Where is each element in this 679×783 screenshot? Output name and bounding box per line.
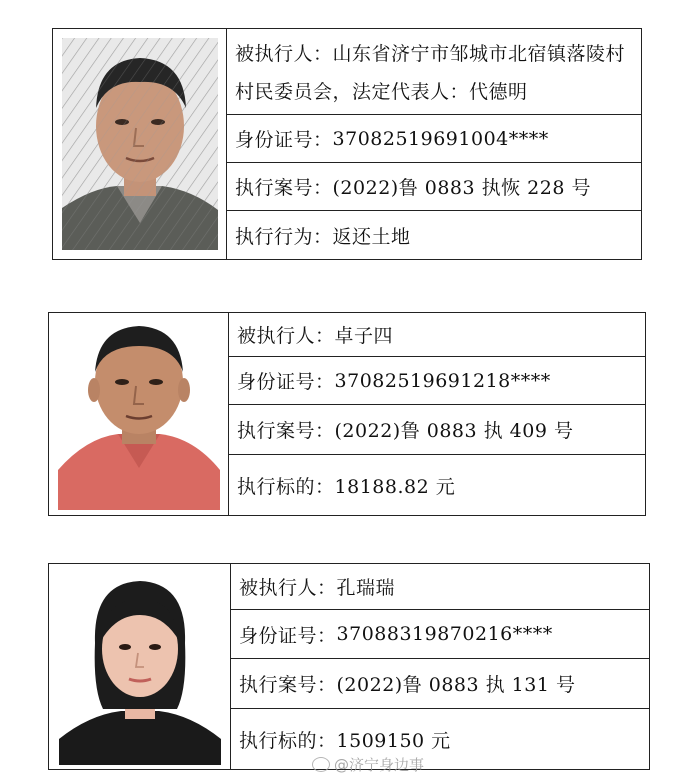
case-value: (2022)鲁 0883 执 409 号 [334, 420, 574, 442]
name-label: 被执行人： [237, 325, 335, 347]
detail-label: 执行标的： [239, 729, 337, 752]
detail-row [231, 709, 649, 769]
detail-label: 执行行为： [235, 225, 333, 248]
id-label: 身份证号： [239, 624, 337, 647]
weibo-watermark [312, 754, 424, 775]
detail-row [229, 455, 645, 515]
id-label: 身份证号： [235, 129, 333, 151]
photo-cell [49, 313, 229, 515]
detail-value: 18188.82 元 [334, 475, 456, 498]
name-row [229, 313, 645, 357]
case-label: 执行案号： [235, 177, 333, 199]
id-value: 37088319870216**** [336, 623, 553, 645]
id-row [229, 357, 645, 405]
id-value: 37082519691004**** [332, 127, 549, 150]
name-row [231, 564, 649, 610]
record-card-1 [52, 28, 642, 260]
name-text: 被执行人：山东省济宁市邹城市北宿镇落陵村村民委员会，法定代表人：代德明 [235, 43, 626, 103]
name-value: 卓子四 [334, 325, 394, 347]
case-label: 执行案号： [237, 420, 335, 442]
watermark-text: @济宁身边事 [334, 756, 425, 774]
person-photo [58, 318, 220, 510]
case-label: 执行案号： [239, 674, 337, 696]
case-value: (2022)鲁 0883 执 131 号 [336, 674, 576, 696]
id-row [231, 610, 649, 659]
id-value: 37082519691218**** [334, 369, 551, 392]
photo-cell [49, 564, 231, 769]
id-label: 身份证号： [237, 371, 335, 393]
weibo-icon [312, 757, 330, 772]
record-card-2 [48, 312, 646, 516]
case-row [231, 659, 649, 709]
photo-cell [53, 29, 227, 259]
detail-row [227, 211, 641, 259]
case-row [227, 163, 641, 211]
name-label: 被执行人： [239, 577, 337, 599]
person-photo [62, 38, 218, 250]
name-row [227, 29, 641, 115]
detail-value: 1509150 元 [336, 729, 451, 752]
detail-label: 执行标的： [237, 475, 335, 498]
case-row [229, 405, 645, 455]
name-value: 孔瑞瑞 [336, 577, 396, 599]
record-card-3 [48, 563, 650, 770]
detail-value: 返还土地 [332, 225, 411, 248]
id-row [227, 115, 641, 163]
person-photo [59, 569, 221, 765]
case-value: (2022)鲁 0883 执恢 228 号 [332, 177, 591, 199]
